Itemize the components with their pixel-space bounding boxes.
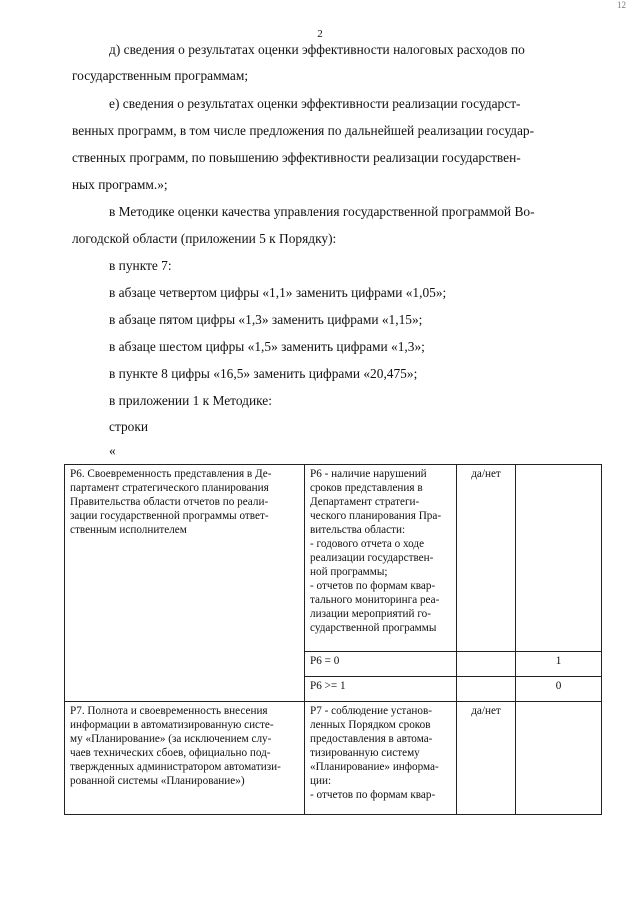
p7-name-cell: Р7. Полнота и своевременность внесения информации в автоматизированную систе- му «Планирование» (за исключением слу- чаев технических сбоев, официально под- твержденных администратором автоматизи- рованной системы «Планирование»)	[65, 702, 305, 815]
p7-answer-cell: да/нет	[457, 702, 516, 815]
text-line: е) сведения о результатах оценки эффективности реализации государст-	[109, 96, 521, 111]
p6-score-b-cell: 0	[516, 677, 602, 702]
p7-criterion-cell: Р7 - соблюдение установ- ленных Порядком сроков предоставления в автома- тизированную систему «Планирование» информа- ции: - отчетов по формам квар-	[305, 702, 457, 815]
text-line: ных программ.»;	[72, 177, 168, 192]
p6-criterion-cell: Р6 - наличие нарушений сроков представления в Департамент стратеги- ческого планирования Пра- вительства области: - годового отчета о ходе реализации государствен- ной программы; - отчетов по формам квар- тального мониторинга реа- лизации мероприятий го- сударственной программы	[305, 465, 457, 652]
text-line: в абзаце пятом цифры «1,3» заменить цифрами «1,15»;	[109, 312, 423, 327]
text-line: в приложении 1 к Методике:	[109, 393, 272, 408]
text-line: в абзаце шестом цифры «1,5» заменить цифрами «1,3»;	[109, 339, 425, 354]
page-number: 2	[317, 28, 323, 40]
empty-cell	[457, 652, 516, 677]
corner-mark: 12	[617, 0, 626, 10]
p7-score-cell	[516, 702, 602, 815]
text-line: в Методике оценки качества управления государственной программой Во-	[109, 204, 535, 219]
p6-score-cell	[516, 465, 602, 652]
text-line: ственных программ, по повышению эффективности реализации государствен-	[72, 150, 521, 165]
text-line: д) сведения о результатах оценки эффективности налоговых расходов по	[109, 42, 525, 57]
text-line: в пункте 8 цифры «16,5» заменить цифрами «20,475»;	[109, 366, 418, 381]
table-row	[65, 702, 602, 815]
text-line: венных программ, в том числе предложения по дальнейшей реализации государ-	[72, 123, 535, 138]
p6-answer-cell: да/нет	[457, 465, 516, 652]
p6-condition-a-cell: Р6 = 0	[305, 652, 457, 677]
p6-condition-b-cell: Р6 >= 1	[305, 677, 457, 702]
text-line: «	[109, 443, 116, 458]
text-line: логодской области (приложении 5 к Порядку):	[72, 231, 337, 246]
text-line: в пункте 7:	[109, 258, 172, 273]
text-line: в абзаце четвертом цифры «1,1» заменить цифрами «1,05»;	[109, 285, 447, 300]
empty-cell	[457, 677, 516, 702]
p6-name-cell: Р6. Своевременность представления в Де- партамент стратегического планирования Правительства области отчетов по реали- зации государственной программы ответ- ственным исполнителем	[65, 465, 305, 702]
p6-score-a-cell: 1	[516, 652, 602, 677]
text-line: государственным программам;	[72, 68, 249, 83]
text-line: строки	[109, 419, 149, 434]
criteria-table	[64, 464, 602, 815]
table-row	[65, 465, 602, 652]
